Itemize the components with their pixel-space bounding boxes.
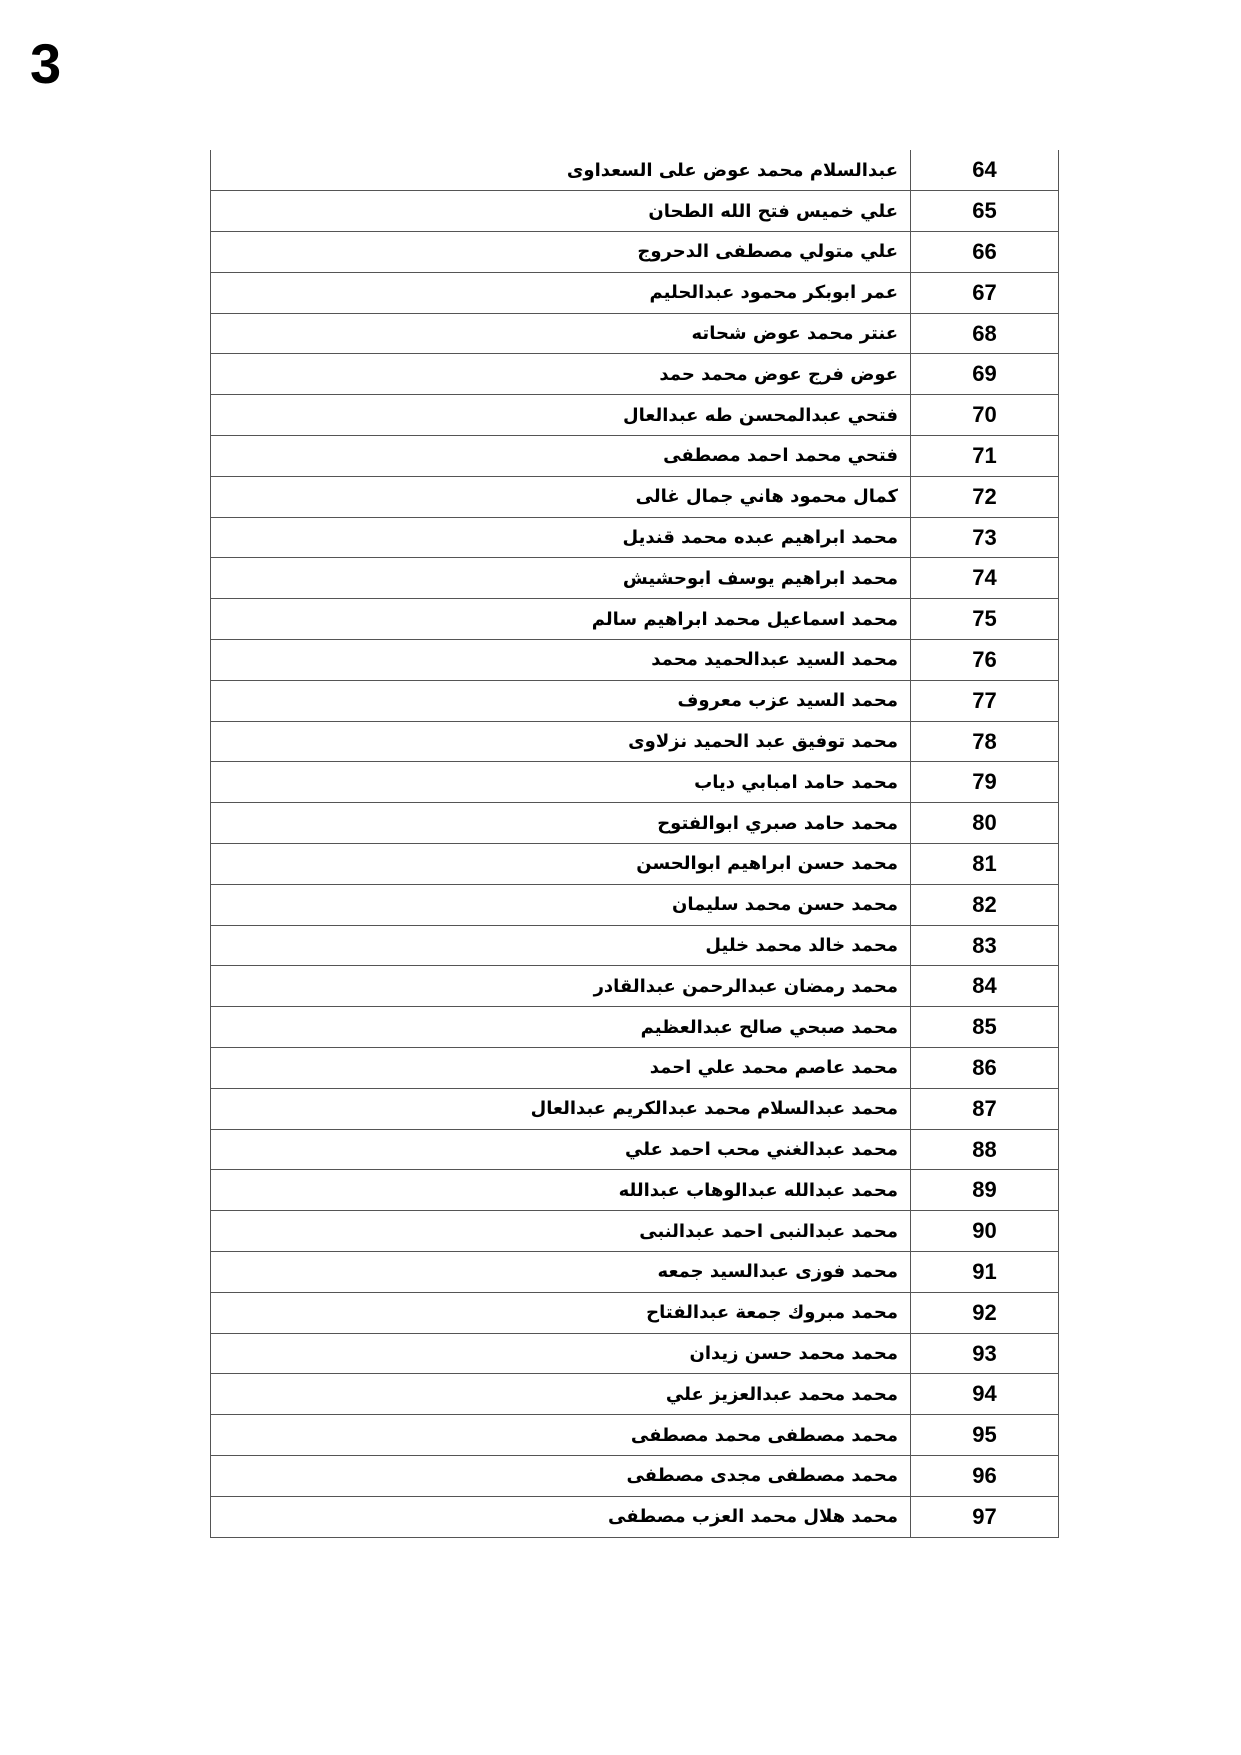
table-row: [211, 476, 1059, 517]
table-row: [211, 925, 1059, 966]
name-cell: عنتر محمد عوض شحاته: [211, 313, 911, 354]
table-row: [211, 680, 1059, 721]
serial-number-cell: 83: [911, 925, 1059, 966]
table-row: [211, 1048, 1059, 1089]
table-row: [211, 1415, 1059, 1456]
name-cell: محمد عبدالغني محب احمد علي: [211, 1129, 911, 1170]
table-row: [211, 191, 1059, 232]
name-cell: محمد مصطفى مجدى مصطفى: [211, 1456, 911, 1497]
serial-number-cell: 97: [911, 1496, 1059, 1537]
serial-number-cell: 73: [911, 517, 1059, 558]
serial-number-cell: 71: [911, 436, 1059, 477]
name-cell: محمد حامد صبري ابوالفتوح: [211, 803, 911, 844]
serial-number-cell: 65: [911, 191, 1059, 232]
serial-number-cell: 91: [911, 1252, 1059, 1293]
serial-number-cell: 77: [911, 680, 1059, 721]
page-number: 3: [30, 32, 62, 95]
name-cell: كمال محمود هاني جمال غالى: [211, 476, 911, 517]
table-row: [211, 272, 1059, 313]
serial-number-cell: 87: [911, 1088, 1059, 1129]
name-cell: محمد مبروك جمعة عبدالفتاح: [211, 1292, 911, 1333]
table-row: [211, 721, 1059, 762]
name-cell: فتحي عبدالمحسن طه عبدالعال: [211, 395, 911, 436]
name-cell: محمد محمد عبدالعزيز علي: [211, 1374, 911, 1415]
table-row: [211, 558, 1059, 599]
serial-number-cell: 81: [911, 844, 1059, 885]
name-cell: عبدالسلام محمد عوض على السعداوى: [211, 150, 911, 191]
serial-number-cell: 68: [911, 313, 1059, 354]
name-cell: محمد عبدالله عبدالوهاب عبدالله: [211, 1170, 911, 1211]
name-cell: محمد السيد عبدالحميد محمد: [211, 640, 911, 681]
table-row: [211, 1496, 1059, 1537]
name-cell: محمد حامد امبابي دياب: [211, 762, 911, 803]
table-row: [211, 844, 1059, 885]
serial-number-cell: 88: [911, 1129, 1059, 1170]
table-row: [211, 762, 1059, 803]
serial-number-cell: 90: [911, 1211, 1059, 1252]
name-cell: علي خميس فتح الله الطحان: [211, 191, 911, 232]
names-table: [210, 150, 1059, 1538]
serial-number-cell: 95: [911, 1415, 1059, 1456]
name-cell: فتحي محمد احمد مصطفى: [211, 436, 911, 477]
table-row: [211, 313, 1059, 354]
table-row: [211, 232, 1059, 273]
table-row: [211, 1456, 1059, 1497]
name-cell: محمد مصطفى محمد مصطفى: [211, 1415, 911, 1456]
name-cell: علي متولي مصطفى الدحروج: [211, 232, 911, 273]
serial-number-cell: 93: [911, 1333, 1059, 1374]
table-row: [211, 354, 1059, 395]
name-cell: محمد عبدالسلام محمد عبدالكريم عبدالعال: [211, 1088, 911, 1129]
name-cell: محمد فوزى عبدالسيد جمعه: [211, 1252, 911, 1293]
table-row: [211, 1088, 1059, 1129]
name-cell: عوض فرج عوض محمد حمد: [211, 354, 911, 395]
serial-number-cell: 76: [911, 640, 1059, 681]
table-row: [211, 1252, 1059, 1293]
name-cell: محمد عاصم محمد علي احمد: [211, 1048, 911, 1089]
serial-number-cell: 86: [911, 1048, 1059, 1089]
serial-number-cell: 80: [911, 803, 1059, 844]
serial-number-cell: 66: [911, 232, 1059, 273]
name-cell: محمد عبدالنبى احمد عبدالنبى: [211, 1211, 911, 1252]
serial-number-cell: 89: [911, 1170, 1059, 1211]
name-cell: محمد توفيق عبد الحميد نزلاوى: [211, 721, 911, 762]
serial-number-cell: 79: [911, 762, 1059, 803]
name-cell: محمد ابراهيم عبده محمد قنديل: [211, 517, 911, 558]
serial-number-cell: 94: [911, 1374, 1059, 1415]
name-cell: محمد محمد حسن زيدان: [211, 1333, 911, 1374]
table-row: [211, 1333, 1059, 1374]
table-row: [211, 1170, 1059, 1211]
name-cell: محمد حسن محمد سليمان: [211, 884, 911, 925]
table-row: [211, 1007, 1059, 1048]
table-row: [211, 966, 1059, 1007]
name-cell: محمد صبحي صالح عبدالعظيم: [211, 1007, 911, 1048]
table-row: [211, 1129, 1059, 1170]
table-row: [211, 640, 1059, 681]
name-cell: محمد خالد محمد خليل: [211, 925, 911, 966]
name-cell: محمد رمضان عبدالرحمن عبدالقادر: [211, 966, 911, 1007]
table-row: [211, 599, 1059, 640]
serial-number-cell: 72: [911, 476, 1059, 517]
name-cell: عمر ابوبكر محمود عبدالحليم: [211, 272, 911, 313]
table-row: [211, 1374, 1059, 1415]
serial-number-cell: 64: [911, 150, 1059, 191]
serial-number-cell: 84: [911, 966, 1059, 1007]
serial-number-cell: 96: [911, 1456, 1059, 1497]
serial-number-cell: 69: [911, 354, 1059, 395]
serial-number-cell: 78: [911, 721, 1059, 762]
serial-number-cell: 85: [911, 1007, 1059, 1048]
name-cell: محمد هلال محمد العزب مصطفى: [211, 1496, 911, 1537]
serial-number-cell: 67: [911, 272, 1059, 313]
serial-number-cell: 75: [911, 599, 1059, 640]
serial-number-cell: 70: [911, 395, 1059, 436]
table-row: [211, 803, 1059, 844]
table-row: [211, 436, 1059, 477]
serial-number-cell: 92: [911, 1292, 1059, 1333]
table-row: [211, 1292, 1059, 1333]
table-row: [211, 517, 1059, 558]
name-cell: محمد السيد عزب معروف: [211, 680, 911, 721]
names-table-body: [211, 150, 1059, 1537]
table-row: [211, 395, 1059, 436]
table-row: [211, 1211, 1059, 1252]
name-cell: محمد اسماعيل محمد ابراهيم سالم: [211, 599, 911, 640]
table-row: [211, 884, 1059, 925]
serial-number-cell: 74: [911, 558, 1059, 599]
serial-number-cell: 82: [911, 884, 1059, 925]
name-cell: محمد ابراهيم يوسف ابوحشيش: [211, 558, 911, 599]
name-cell: محمد حسن ابراهيم ابوالحسن: [211, 844, 911, 885]
table-row: [211, 150, 1059, 191]
